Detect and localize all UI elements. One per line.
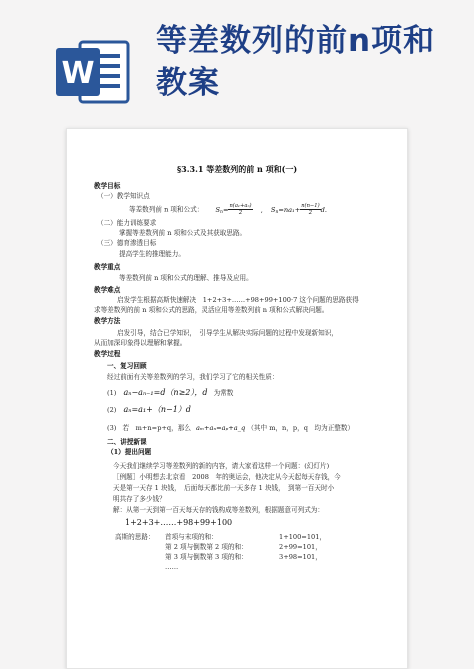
gauss-row-2-right: 2+99=101，: [279, 543, 322, 551]
key-heading: 教学重点: [94, 263, 121, 271]
method-line-2: 从而加深印象得以理解和掌握。: [94, 339, 187, 347]
cover-header: [0, 0, 474, 135]
process-heading: 教学过程: [94, 350, 121, 358]
gauss-dots: ……: [165, 563, 179, 571]
goal-item-1-text: 等差数列前 n 项和公式：: [129, 205, 204, 214]
problem-line-4: 明共存了多少钱？: [113, 495, 166, 503]
goal-heading: 教学目标: [94, 182, 121, 190]
problem-line-3: 天是第一天存 1 块钱， 后面每天都比前一天多存 1 块钱， 到第一百天时小: [113, 484, 335, 492]
property-1-formula: aₙ−aₙ₋₁=d（n≥2），d: [123, 388, 208, 397]
problem-heading: （1）提出问题: [107, 448, 152, 456]
method-line-1: 启发引导，结合已学知识， 引导学生从解决实际问题的过程中发现新知识，: [117, 329, 338, 337]
property-1: (1) aₙ−aₙ₋₁=d（n≥2），d 为常数: [107, 388, 234, 397]
review-heading: 一、复习回顾: [107, 362, 147, 370]
page-title: 等差数列的前n项和教案: [156, 23, 436, 101]
formula-line: 等差数列前 n 项和公式： $S_n=$ $\frac{\text{n(a₁+aₙ)}}{2}$ , $S_n=na_1+$ $\frac{n(n-1)}{2}$ d.: [129, 203, 327, 216]
document-title: §3.3.1 等差数列的前 n 项和(一): [177, 164, 298, 174]
goal-item-2: （二）能力训练要求: [97, 219, 157, 227]
gauss-row-2-left: 第 2 项与倒数第 2 项的和：: [165, 543, 248, 551]
gauss-row-3-left: 第 3 项与倒数第 3 项的和：: [165, 553, 248, 561]
goal-item-1: （一）教学知识点: [97, 192, 150, 200]
gauss-row-1-right: 1+100=101，: [279, 533, 327, 541]
sum-formula-2: $S_n=na_1+$ $\frac{n(n-1)}{2}$ d.: [270, 203, 327, 216]
difficulty-line-2: 求等差数列的前 n 项和公式的思路，灵活应用等差数列前 n 项和公式解决问题。: [94, 306, 329, 314]
difficulty-heading: 教学难点: [94, 286, 121, 294]
review-text: 经过前面有关等差数列的学习，我们学习了它的相关性质：: [107, 373, 279, 381]
sum-expression: 1+2+3+……+98+99+100: [125, 518, 233, 527]
gauss-label: 高斯的思路：: [115, 533, 155, 541]
property-3-formula: aₘ+aₙ=aₚ+a_q: [196, 424, 246, 432]
key-text: 等差数列前 n 项和公式的理解、推导及应用。: [119, 274, 253, 282]
sum-formula-1: $S_n=$ $\frac{\text{n(a₁+aₙ)}}{2}$: [215, 203, 252, 216]
document-page: [66, 128, 408, 669]
property-3: (3) 若 m+n=p+q，那么 aₘ+aₙ=aₚ+a_q （其中 m，n，p，q 均为正整数）: [107, 424, 355, 432]
word-icon: [54, 36, 132, 108]
gauss-row-3-right: 3+98=101，: [279, 553, 322, 561]
method-heading: 教学方法: [94, 317, 121, 325]
goal-item-2-text: 掌握等差数列前 n 项和公式及其获取思路。: [119, 229, 247, 237]
property-2: (2) aₙ=a₁+（n−1）d: [107, 405, 191, 414]
problem-line-1: 今天我们继续学习等差数列的新的内容，请大家看这样一个问题：(幻灯片): [113, 462, 330, 470]
lecture-heading: 二、讲授新课: [107, 438, 147, 446]
analysis-line: 解：从第一天到第一百天每天存的钱构成等差数列，根据题意可列式为：: [113, 506, 324, 514]
gauss-row-1-left: 首项与末项的和：: [165, 533, 218, 541]
property-2-formula: aₙ=a₁+（n−1）d: [123, 405, 191, 414]
goal-item-3: （三）德育渗透目标: [97, 239, 157, 247]
svg-text:W: W: [61, 56, 95, 91]
problem-line-2: ［例题］小明想去北京看 2008 年的奥运会，他决定从今天起每天存钱，今: [113, 473, 341, 481]
difficulty-line-1: 启发学生根据高斯快速解决 1+2+3+……+98+99+100·7 这个问题的思路获得: [117, 296, 359, 304]
goal-item-3-text: 提高学生的推理能力。: [119, 250, 185, 258]
